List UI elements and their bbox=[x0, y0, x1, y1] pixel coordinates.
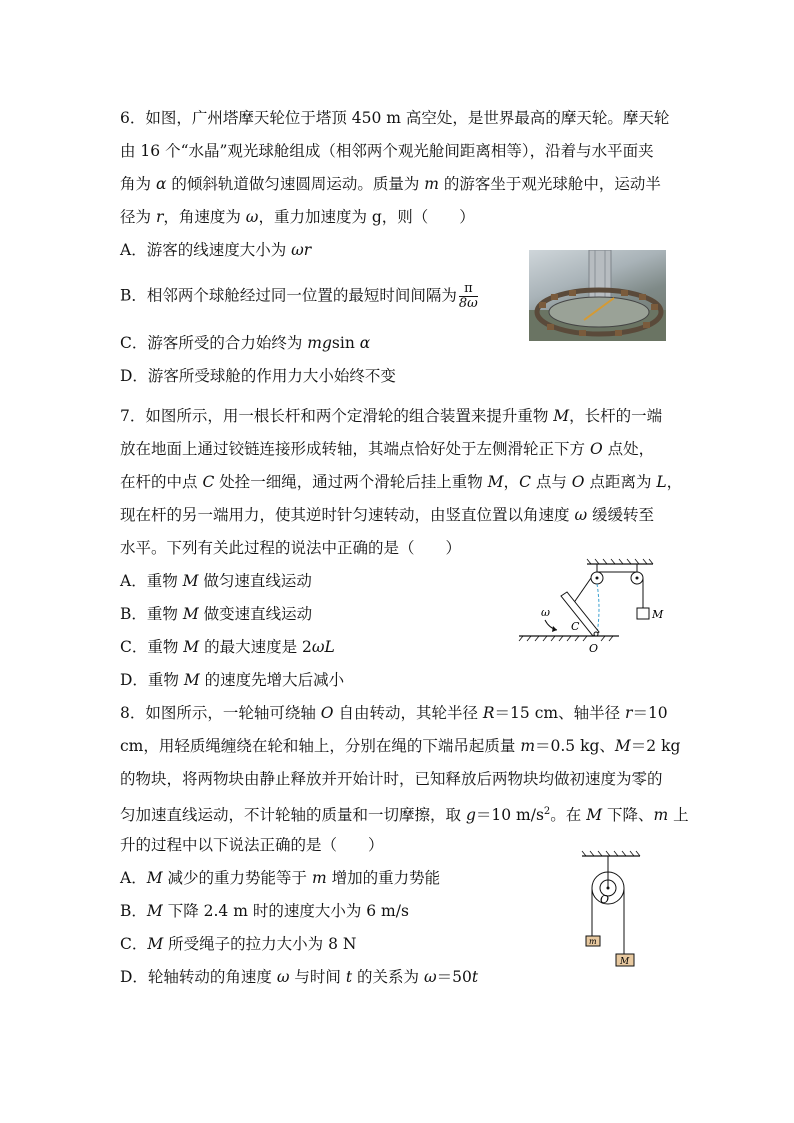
q6-line-2: 由 16 个“水晶”观光球舱组成（相邻两个观光舱间距离相等），沿着与水平面夹 bbox=[120, 142, 654, 160]
q8-line-5: 升的过程中以下说法正确的是（ ） bbox=[120, 836, 384, 854]
q6-line-4: 径为 r，角速度为 ω，重力加速度为 g，则（ ） bbox=[120, 208, 475, 226]
q8-fig-label-big-m: M bbox=[620, 957, 630, 967]
q7-option-a: A．重物 M 做匀速直线运动 bbox=[120, 572, 312, 590]
fraction: $\frac{\pi}{8\omega}$ bbox=[458, 281, 478, 311]
q7-option-b: B．重物 M 做变速直线运动 bbox=[120, 605, 313, 623]
q8-line-3: 的物块，将两物块由静止释放并开始计时，已知释放后两物块均做初速度为零的 bbox=[120, 770, 663, 788]
q7-pulley-diagram bbox=[515, 558, 685, 658]
q7-line-2: 放在地面上通过铰链连接形成转轴，其端点恰好处于左侧滑轮正下方 O 点处， bbox=[120, 440, 655, 458]
q8-line-4: 匀加速直线运动，不计轮轴的质量和一切摩擦，取 g＝10 $m/s^2$。在 M 下降、m 上 bbox=[120, 806, 689, 825]
q8-option-d: D．轮轴转动的角速度 ω 与时间 t 的关系为 ω＝50t bbox=[120, 968, 479, 986]
q7-line-5: 水平。下列有关此过程的说法中正确的是（ ） bbox=[120, 539, 462, 557]
q6-option-b: B．相邻两个球舱经过同一位置的最短时间间隔为 $\frac{\pi}{8\omega}$ bbox=[120, 281, 478, 311]
q8-fig-label-o: O bbox=[600, 893, 610, 906]
q7-fig-label-m: M bbox=[652, 608, 664, 621]
q8-wheel-axle-diagram bbox=[578, 848, 648, 973]
q6-option-c: C．游客所受的合力始终为 mgsin α bbox=[120, 334, 371, 352]
q7-line-4: 现在杆的另一端用力，使其逆时针匀速转动，由竖直位置以角速度 ω 缓缓转至 bbox=[120, 506, 655, 524]
q8-option-c: C．M 所受绳子的拉力大小为 8 N bbox=[120, 935, 357, 953]
q7-option-d: D．重物 M 的速度先增大后减小 bbox=[120, 671, 345, 689]
q6-option-a: A．游客的线速度大小为 ωr bbox=[120, 241, 312, 259]
q7-option-c: C．重物 M 的最大速度是 2ωL bbox=[120, 638, 335, 656]
q8-line-1: 8．如图所示，一轮轴可绕轴 O 自由转动，其轮半径 R＝15 cm、轴半径 r＝10 bbox=[120, 704, 668, 722]
q7-line-1: 7．如图所示，用一根长杆和两个定滑轮的组合装置来提升重物 M，长杆的一端 bbox=[120, 407, 663, 425]
q7-fig-label-omega: ω bbox=[541, 606, 550, 619]
q6-line-3: 角为 α 的倾斜轨道做匀速圆周运动。质量为 m 的游客坐于观光球舱中，运动半 bbox=[120, 175, 661, 193]
q8-option-b: B．M 下降 2.4 m 时的速度大小为 6 m/s bbox=[120, 902, 409, 920]
q6-line-1: 6．如图，广州塔摩天轮位于塔顶 450 m 高空处，是世界最高的摩天轮。摩天轮 bbox=[120, 109, 670, 127]
q7-line-3: 在杆的中点 C 处拴一细绳，通过两个滑轮后挂上重物 M，C 点与 O 点距离为 L， bbox=[120, 473, 683, 491]
q7-fig-label-c: C bbox=[571, 620, 580, 633]
q8-line-2: cm，用轻质绳缠绕在轮和轴上，分别在绳的下端吊起质量 m＝0.5 kg、M＝2 kg bbox=[120, 737, 681, 755]
q6-option-d: D．游客所受球舱的作用力大小始终不变 bbox=[120, 367, 396, 385]
q8-option-a: A．M 减少的重力势能等于 m 增加的重力势能 bbox=[120, 869, 441, 887]
q8-fig-label-m: m bbox=[589, 937, 597, 946]
canton-tower-photo bbox=[529, 250, 666, 341]
q7-fig-label-o: O bbox=[589, 642, 599, 655]
